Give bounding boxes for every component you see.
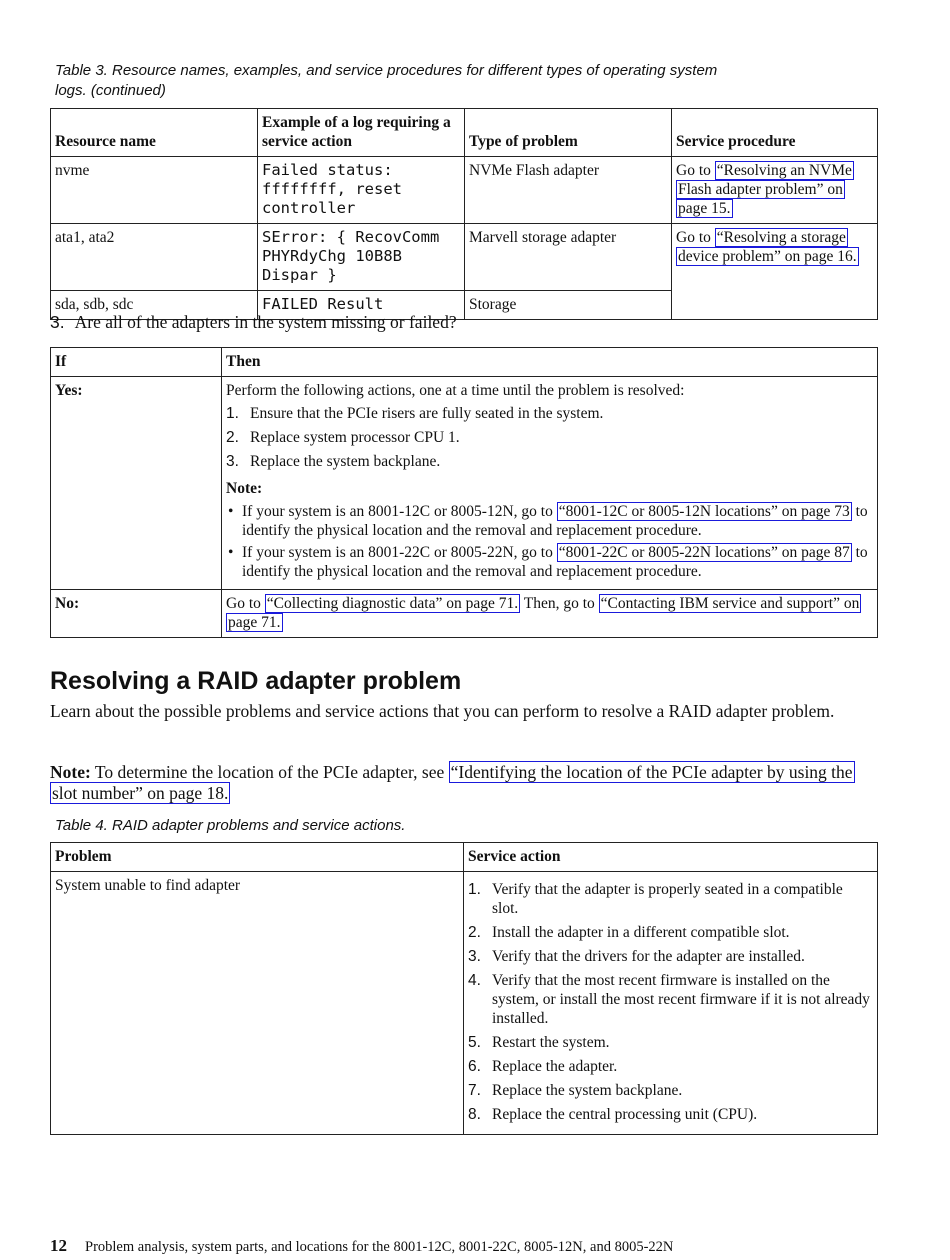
yes-steps — [226, 404, 872, 471]
list-item: Replace the adapter. — [492, 1058, 618, 1075]
raid-action-steps — [468, 880, 872, 1124]
bullet-text: If your system is an 8001-12C or 8005-12N, go to — [242, 503, 557, 520]
step-number: 3. — [50, 312, 65, 332]
yes-actions — [222, 377, 878, 590]
yes-label: Yes: — [51, 377, 222, 590]
table4-header-row — [51, 843, 878, 872]
table3-cell-problem: Storage — [465, 291, 672, 320]
ifthen-header-row — [51, 348, 878, 377]
table-row — [51, 590, 878, 638]
storage-procedure-link[interactable]: “Resolving a storage device problem” on page 16. — [678, 229, 857, 265]
table-row — [51, 157, 878, 224]
section-title: Resolving a RAID adapter problem — [50, 667, 462, 695]
yes-note-bullets — [226, 502, 872, 581]
table3-cell-resource: sda, sdb, sdc — [51, 291, 258, 320]
list-item: Install the adapter in a different compatible slot. — [492, 924, 790, 941]
procedure-prefix: Go to — [676, 229, 715, 246]
pcie-location-link[interactable]: “Identifying the location of the PCIe adapter by using the slot number” on page 18. — [52, 762, 853, 803]
table4 — [50, 842, 878, 1135]
page-footer — [50, 1236, 673, 1257]
table4-header-action: Service action — [464, 843, 878, 872]
table3-caption-line1: Table 3. Resource names, examples, and service procedures for different types of operating system — [55, 62, 718, 79]
list-item — [226, 502, 872, 540]
table3-cell-example: FAILED Result — [258, 291, 465, 320]
table3-header-resource: Resource name — [51, 109, 258, 157]
list-item: Verify that the adapter is properly seated in a compatible slot. — [492, 881, 843, 917]
table-row — [51, 377, 878, 590]
procedure-prefix: Go to — [676, 162, 715, 179]
step3-question — [50, 311, 457, 333]
note-text: To determine the location of the PCIe adapter, see — [90, 762, 449, 782]
no-text: Go to — [226, 595, 265, 612]
step-text: Are all of the adapters in the system missing or failed? — [74, 312, 457, 332]
locations-12c-link[interactable]: “8001-12C or 8005-12N locations” on page 73 — [558, 503, 850, 520]
bullet-text: to identify the physical location and the removal and replacement procedure. — [242, 503, 868, 539]
list-item: Restart the system. — [492, 1034, 610, 1051]
page-number: 12 — [50, 1236, 67, 1255]
table3-header-row — [51, 109, 878, 157]
table3-cell-procedure — [672, 224, 878, 320]
table4-caption: Table 4. RAID adapter problems and service actions. — [55, 817, 406, 834]
section-intro: Learn about the possible problems and service actions that you can perform to resolve a RAID adapter problem. — [50, 701, 835, 721]
table3-header-procedure: Service procedure — [672, 109, 878, 157]
ifthen-table — [50, 347, 878, 638]
yes-note-label: Note: — [226, 480, 263, 497]
table3-header-problem: Type of problem — [465, 109, 672, 157]
collecting-diagnostic-link[interactable]: “Collecting diagnostic data” on page 71. — [266, 595, 519, 612]
table3-header-example: Example of a log requiring a service action — [258, 109, 465, 157]
table-row — [51, 224, 878, 291]
table3-caption — [55, 61, 775, 101]
table3-cell-problem: NVMe Flash adapter — [465, 157, 672, 224]
bullet-text: If your system is an 8001-22C or 8005-22N, go to — [242, 544, 557, 561]
contacting-ibm-link[interactable]: “Contacting IBM service and support” on page 71. — [228, 595, 860, 631]
table3-cell-example: SError: { RecovComm PHYRdyChg 10B8B Dispar } — [258, 224, 465, 291]
ifthen-header-if: If — [51, 348, 222, 377]
footer-text: Problem analysis, system parts, and locations for the 8001-12C, 8001-22C, 8005-12N, and 8005-22N — [85, 1239, 674, 1255]
no-actions — [222, 590, 878, 638]
table3-caption-line2: logs. (continued) — [55, 82, 166, 99]
list-item: Replace the system backplane. — [492, 1082, 683, 1099]
table3-cell-resource: ata1, ata2 — [51, 224, 258, 291]
table3-cell-problem: Marvell storage adapter — [465, 224, 672, 291]
table3 — [50, 108, 878, 320]
table4-problem: System unable to find adapter — [51, 872, 464, 1135]
table-row — [51, 872, 878, 1135]
ifthen-header-then: Then — [222, 348, 878, 377]
table3-cell-procedure — [672, 157, 878, 224]
list-item: Replace system processor CPU 1. — [250, 429, 460, 446]
list-item: Verify that the most recent firmware is installed on the system, or install the most recent firmware if it is not already installed. — [492, 972, 870, 1027]
table3-cell-resource: nvme — [51, 157, 258, 224]
table4-actions — [464, 872, 878, 1135]
list-item: Replace the system backplane. — [250, 453, 441, 470]
note-label: Note: — [50, 762, 91, 782]
yes-intro: Perform the following actions, one at a time until the problem is resolved: — [226, 382, 685, 399]
list-item: Verify that the drivers for the adapter are installed. — [492, 948, 805, 965]
list-item: Replace the central processing unit (CPU). — [492, 1106, 758, 1123]
table4-header-problem: Problem — [51, 843, 464, 872]
bullet-text: to identify the physical location and the removal and replacement procedure. — [242, 544, 868, 580]
no-text: Then, go to — [520, 595, 599, 612]
locations-22c-link[interactable]: “8001-22C or 8005-22N locations” on page 87 — [558, 544, 850, 561]
list-item — [226, 543, 872, 581]
no-label: No: — [51, 590, 222, 638]
section-note — [50, 762, 880, 804]
list-item: Ensure that the PCIe risers are fully seated in the system. — [250, 405, 604, 422]
table3-cell-example: Failed status: ffffffff, reset controller — [258, 157, 465, 224]
nvme-procedure-link[interactable]: “Resolving an NVMe Flash adapter problem” on page 15. — [678, 162, 852, 217]
